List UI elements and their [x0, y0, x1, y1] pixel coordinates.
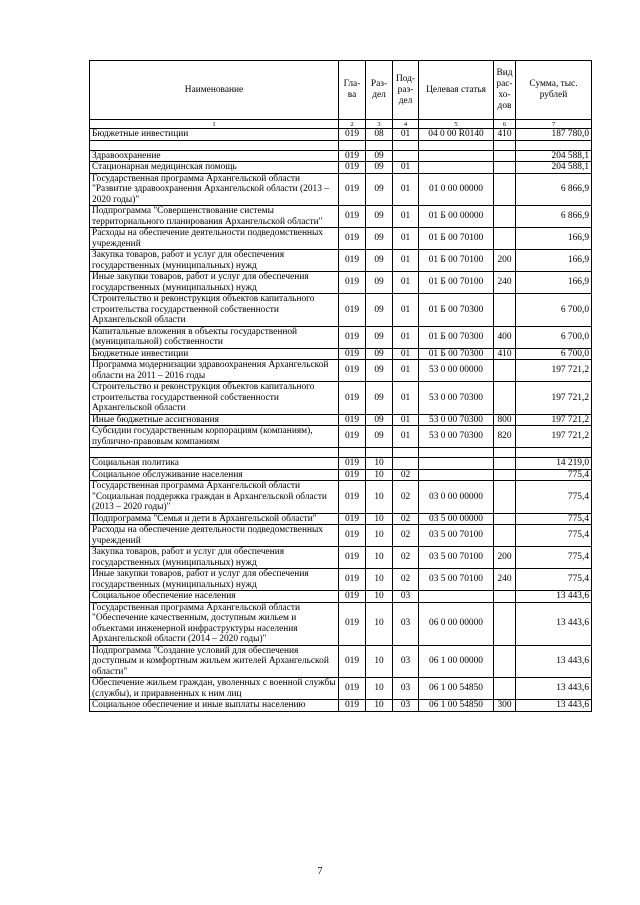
row-statya	[419, 150, 494, 162]
row-vid: 410	[494, 129, 516, 141]
row-glava: 019	[339, 678, 366, 700]
row-podrazdel: 01	[393, 294, 419, 327]
row-razdel: 09	[366, 173, 393, 206]
table-row	[90, 326, 592, 348]
table-row	[90, 162, 592, 174]
row-podrazdel: 01	[393, 382, 419, 415]
row-statya: 06 1 00 54850	[419, 700, 494, 712]
row-name: Здравоохранение	[90, 150, 339, 162]
row-podrazdel: 01	[393, 414, 419, 426]
row-razdel: 09	[366, 150, 393, 162]
row-vid	[494, 162, 516, 174]
column-number-row	[90, 120, 592, 129]
row-statya: 01 0 00 00000	[419, 173, 494, 206]
row-razdel: 10	[366, 525, 393, 547]
row-glava: 019	[339, 326, 366, 348]
row-summa: 204 588,1	[516, 150, 592, 162]
row-vid	[494, 469, 516, 481]
row-name: Социальное обеспечение населения	[90, 591, 339, 603]
row-glava: 019	[339, 150, 366, 162]
row-razdel: 09	[366, 360, 393, 382]
row-summa: 14 219,0	[516, 458, 592, 470]
row-razdel: 10	[366, 678, 393, 700]
row-podrazdel: 01	[393, 326, 419, 348]
row-name: Государственная программа Архангельской области "Развитие здравоохранения Архангельской области (2013 – 2020 годы)"	[90, 173, 339, 206]
row-podrazdel: 02	[393, 525, 419, 547]
row-name	[90, 140, 339, 150]
row-glava: 019	[339, 250, 366, 272]
column-number: 2	[339, 120, 366, 129]
row-razdel: 09	[366, 382, 393, 415]
row-podrazdel: 01	[393, 360, 419, 382]
table-row	[90, 129, 592, 141]
row-razdel: 10	[366, 547, 393, 569]
table-row	[90, 426, 592, 448]
row-razdel: 09	[366, 294, 393, 327]
row-podrazdel	[393, 150, 419, 162]
row-glava	[339, 448, 366, 458]
row-razdel: 10	[366, 569, 393, 591]
row-razdel: 09	[366, 206, 393, 228]
row-podrazdel	[393, 458, 419, 470]
row-razdel: 10	[366, 602, 393, 645]
row-statya: 53 0 00 70300	[419, 382, 494, 415]
row-statya: 01 Б 00 70300	[419, 294, 494, 327]
row-summa: 166,9	[516, 228, 592, 250]
row-vid: 200	[494, 250, 516, 272]
row-statya: 01 Б 00 00000	[419, 206, 494, 228]
row-glava: 019	[339, 591, 366, 603]
row-statya	[419, 448, 494, 458]
row-name: Субсидии государственным корпорациям (компаниям), публично-правовым компаниям	[90, 426, 339, 448]
row-name: Строительство и реконструкция объектов капитального строительства государственной собственности Архангельской области	[90, 294, 339, 327]
row-vid: 200	[494, 547, 516, 569]
row-name: Обеспечение жильем граждан, уволенных с военной службы (службы), и приравненных к ним лиц	[90, 678, 339, 700]
row-summa	[516, 448, 592, 458]
row-razdel: 10	[366, 513, 393, 525]
row-statya: 53 0 00 00000	[419, 360, 494, 382]
row-podrazdel: 03	[393, 645, 419, 678]
row-statya: 53 0 00 70300	[419, 414, 494, 426]
row-razdel: 09	[366, 162, 393, 174]
row-summa: 187 780,0	[516, 129, 592, 141]
row-vid: 820	[494, 426, 516, 448]
row-razdel: 09	[366, 348, 393, 360]
row-razdel: 10	[366, 700, 393, 712]
row-statya	[419, 458, 494, 470]
row-summa: 775,4	[516, 469, 592, 481]
table-row	[90, 481, 592, 514]
row-summa: 204 588,1	[516, 162, 592, 174]
row-vid	[494, 525, 516, 547]
row-podrazdel: 01	[393, 206, 419, 228]
row-statya: 03 5 00 00000	[419, 513, 494, 525]
row-statya	[419, 591, 494, 603]
row-razdel: 10	[366, 481, 393, 514]
row-vid	[494, 173, 516, 206]
row-name: Стационарная медицинская помощь	[90, 162, 339, 174]
row-glava: 019	[339, 525, 366, 547]
row-razdel: 10	[366, 591, 393, 603]
row-statya	[419, 162, 494, 174]
row-summa: 775,4	[516, 547, 592, 569]
row-podrazdel: 02	[393, 547, 419, 569]
row-name: Иные закупки товаров, работ и услуг для обеспечения государственных (муниципальных) нужд	[90, 569, 339, 591]
column-number: 7	[516, 120, 592, 129]
row-razdel: 09	[366, 272, 393, 294]
column-number: 4	[393, 120, 419, 129]
header-vid: Вид рас-хо-дов	[494, 61, 516, 120]
row-glava	[339, 140, 366, 150]
row-glava: 019	[339, 513, 366, 525]
table-row	[90, 414, 592, 426]
row-glava: 019	[339, 569, 366, 591]
row-name: Иные закупки товаров, работ и услуг для обеспечения государственных (муниципальных) нужд	[90, 272, 339, 294]
row-glava: 019	[339, 458, 366, 470]
row-razdel: 10	[366, 645, 393, 678]
row-name: Социальное обслуживание населения	[90, 469, 339, 481]
row-statya: 06 1 00 54850	[419, 678, 494, 700]
row-razdel: 09	[366, 426, 393, 448]
row-vid	[494, 458, 516, 470]
row-name: Строительство и реконструкция объектов капитального строительства государственной собственности Архангельской области	[90, 382, 339, 415]
row-glava: 019	[339, 700, 366, 712]
row-statya: 06 0 00 00000	[419, 602, 494, 645]
row-vid: 410	[494, 348, 516, 360]
table-row	[90, 250, 592, 272]
table-row	[90, 678, 592, 700]
table-row	[90, 294, 592, 327]
table-row	[90, 569, 592, 591]
table-row	[90, 150, 592, 162]
header-glava: Гла-ва	[339, 61, 366, 120]
row-name: Бюджетные инвестиции	[90, 348, 339, 360]
row-statya: 53 0 00 70300	[419, 426, 494, 448]
row-razdel: 08	[366, 129, 393, 141]
row-podrazdel: 01	[393, 348, 419, 360]
column-number: 1	[90, 120, 339, 129]
table-row	[90, 458, 592, 470]
row-summa: 197 721,2	[516, 426, 592, 448]
column-number: 6	[494, 120, 516, 129]
row-podrazdel: 01	[393, 228, 419, 250]
row-name: Бюджетные инвестиции	[90, 129, 339, 141]
row-razdel: 09	[366, 228, 393, 250]
row-razdel	[366, 140, 393, 150]
row-razdel: 09	[366, 414, 393, 426]
row-glava: 019	[339, 645, 366, 678]
row-glava: 019	[339, 129, 366, 141]
row-summa: 6 866,9	[516, 173, 592, 206]
row-glava: 019	[339, 602, 366, 645]
row-summa: 6 700,0	[516, 326, 592, 348]
header-razdel: Раз-дел	[366, 61, 393, 120]
row-vid: 240	[494, 569, 516, 591]
row-podrazdel: 01	[393, 129, 419, 141]
row-vid	[494, 513, 516, 525]
row-name: Подпрограмма "Семья и дети в Архангельской области"	[90, 513, 339, 525]
row-vid	[494, 448, 516, 458]
row-podrazdel: 03	[393, 602, 419, 645]
row-vid	[494, 140, 516, 150]
row-vid: 240	[494, 272, 516, 294]
row-statya: 04 0 00 R0140	[419, 129, 494, 141]
table-row	[90, 700, 592, 712]
row-podrazdel: 01	[393, 272, 419, 294]
row-summa: 166,9	[516, 272, 592, 294]
row-podrazdel: 01	[393, 162, 419, 174]
column-number: 3	[366, 120, 393, 129]
table-row	[90, 228, 592, 250]
row-name: Государственная программа Архангельской области "Социальная поддержка граждан в Архангельской области (2013 – 2020 годы)"	[90, 481, 339, 514]
table-row	[90, 206, 592, 228]
row-name: Социальное обеспечение и иные выплаты населению	[90, 700, 339, 712]
row-podrazdel	[393, 448, 419, 458]
row-statya: 03 0 00 00000	[419, 481, 494, 514]
row-summa: 13 443,6	[516, 591, 592, 603]
row-statya: 03 5 00 70100	[419, 569, 494, 591]
row-podrazdel	[393, 140, 419, 150]
row-statya: 03 5 00 70100	[419, 547, 494, 569]
table-row	[90, 272, 592, 294]
table-row	[90, 382, 592, 415]
row-podrazdel: 02	[393, 569, 419, 591]
row-glava: 019	[339, 414, 366, 426]
header-statya: Целевая статья	[419, 61, 494, 120]
row-name: Капитальные вложения в объекты государственной (муниципальной) собственности	[90, 326, 339, 348]
row-vid: 400	[494, 326, 516, 348]
row-name: Расходы на обеспечение деятельности подведомственных учреждений	[90, 525, 339, 547]
row-statya: 03 5 00 70100	[419, 525, 494, 547]
row-vid	[494, 678, 516, 700]
row-glava: 019	[339, 360, 366, 382]
table-row	[90, 645, 592, 678]
table-row	[90, 525, 592, 547]
row-vid	[494, 150, 516, 162]
row-vid: 300	[494, 700, 516, 712]
row-name: Государственная программа Архангельской области "Обеспечение качественным, доступным жильем и объектами инженерной инфраструктуры населения Архангельской области (2014 – 2020 годы)"	[90, 602, 339, 645]
row-vid	[494, 602, 516, 645]
column-number: 5	[419, 120, 494, 129]
row-podrazdel: 03	[393, 700, 419, 712]
table-row	[90, 360, 592, 382]
row-summa: 13 443,6	[516, 700, 592, 712]
row-podrazdel: 02	[393, 513, 419, 525]
row-glava: 019	[339, 469, 366, 481]
row-name: Закупка товаров, работ и услуг для обеспечения государственных (муниципальных) нужд	[90, 547, 339, 569]
row-podrazdel: 03	[393, 678, 419, 700]
row-name: Закупка товаров, работ и услуг для обеспечения государственных (муниципальных) нужд	[90, 250, 339, 272]
row-name	[90, 448, 339, 458]
row-name: Подпрограмма "Совершенствование системы территориального планирования Архангельской области"	[90, 206, 339, 228]
row-glava: 019	[339, 228, 366, 250]
row-vid: 800	[494, 414, 516, 426]
row-statya	[419, 469, 494, 481]
row-glava: 019	[339, 294, 366, 327]
table-row	[90, 448, 592, 458]
header-row	[90, 61, 592, 120]
row-statya: 01 Б 00 70300	[419, 326, 494, 348]
row-glava: 019	[339, 173, 366, 206]
row-name: Расходы на обеспечение деятельности подведомственных учреждений	[90, 228, 339, 250]
row-name: Социальная политика	[90, 458, 339, 470]
row-name: Программа модернизации здравоохранения Архангельской области на 2011 – 2016 годы	[90, 360, 339, 382]
row-summa: 775,4	[516, 513, 592, 525]
row-vid	[494, 645, 516, 678]
header-podrazdel: Под-раз-дел	[393, 61, 419, 120]
row-glava: 019	[339, 547, 366, 569]
row-summa: 197 721,2	[516, 382, 592, 415]
row-summa: 197 721,2	[516, 414, 592, 426]
row-summa	[516, 140, 592, 150]
row-statya: 01 Б 00 70100	[419, 228, 494, 250]
row-summa: 775,4	[516, 481, 592, 514]
row-razdel: 09	[366, 326, 393, 348]
page-number: 7	[317, 866, 323, 877]
table-row	[90, 140, 592, 150]
row-glava: 019	[339, 206, 366, 228]
row-glava: 019	[339, 162, 366, 174]
row-summa: 775,4	[516, 569, 592, 591]
header-summa: Сумма, тыс. рублей	[516, 61, 592, 120]
header-name: Наименование	[90, 61, 339, 120]
row-summa: 13 443,6	[516, 678, 592, 700]
row-summa: 6 700,0	[516, 294, 592, 327]
row-podrazdel: 03	[393, 591, 419, 603]
row-vid	[494, 228, 516, 250]
row-vid	[494, 360, 516, 382]
row-statya	[419, 140, 494, 150]
row-statya: 01 Б 00 70100	[419, 272, 494, 294]
table-row	[90, 469, 592, 481]
row-vid	[494, 206, 516, 228]
table-row	[90, 348, 592, 360]
row-summa: 6 866,9	[516, 206, 592, 228]
row-statya: 01 Б 00 70300	[419, 348, 494, 360]
row-summa: 13 443,6	[516, 645, 592, 678]
table-row	[90, 602, 592, 645]
row-vid	[494, 382, 516, 415]
row-razdel	[366, 448, 393, 458]
row-glava: 019	[339, 348, 366, 360]
row-vid	[494, 481, 516, 514]
row-name: Подпрограмма "Создание условий для обеспечения доступным и комфортным жильем жителей Архангельской области"	[90, 645, 339, 678]
row-glava: 019	[339, 481, 366, 514]
row-summa: 166,9	[516, 250, 592, 272]
row-razdel: 09	[366, 250, 393, 272]
row-name: Иные бюджетные ассигнования	[90, 414, 339, 426]
row-summa: 13 443,6	[516, 602, 592, 645]
table-row	[90, 591, 592, 603]
row-vid	[494, 591, 516, 603]
table-row	[90, 547, 592, 569]
row-glava: 019	[339, 382, 366, 415]
table-row	[90, 173, 592, 206]
row-vid	[494, 294, 516, 327]
row-glava: 019	[339, 426, 366, 448]
row-glava: 019	[339, 272, 366, 294]
budget-table	[89, 60, 592, 712]
row-podrazdel: 01	[393, 426, 419, 448]
row-podrazdel: 02	[393, 481, 419, 514]
row-statya: 06 1 00 00000	[419, 645, 494, 678]
row-razdel: 10	[366, 469, 393, 481]
row-summa: 6 700,0	[516, 348, 592, 360]
row-podrazdel: 02	[393, 469, 419, 481]
row-summa: 775,4	[516, 525, 592, 547]
row-summa: 197 721,2	[516, 360, 592, 382]
row-podrazdel: 01	[393, 173, 419, 206]
row-statya: 01 Б 00 70100	[419, 250, 494, 272]
table-row	[90, 513, 592, 525]
row-razdel: 10	[366, 458, 393, 470]
row-podrazdel: 01	[393, 250, 419, 272]
